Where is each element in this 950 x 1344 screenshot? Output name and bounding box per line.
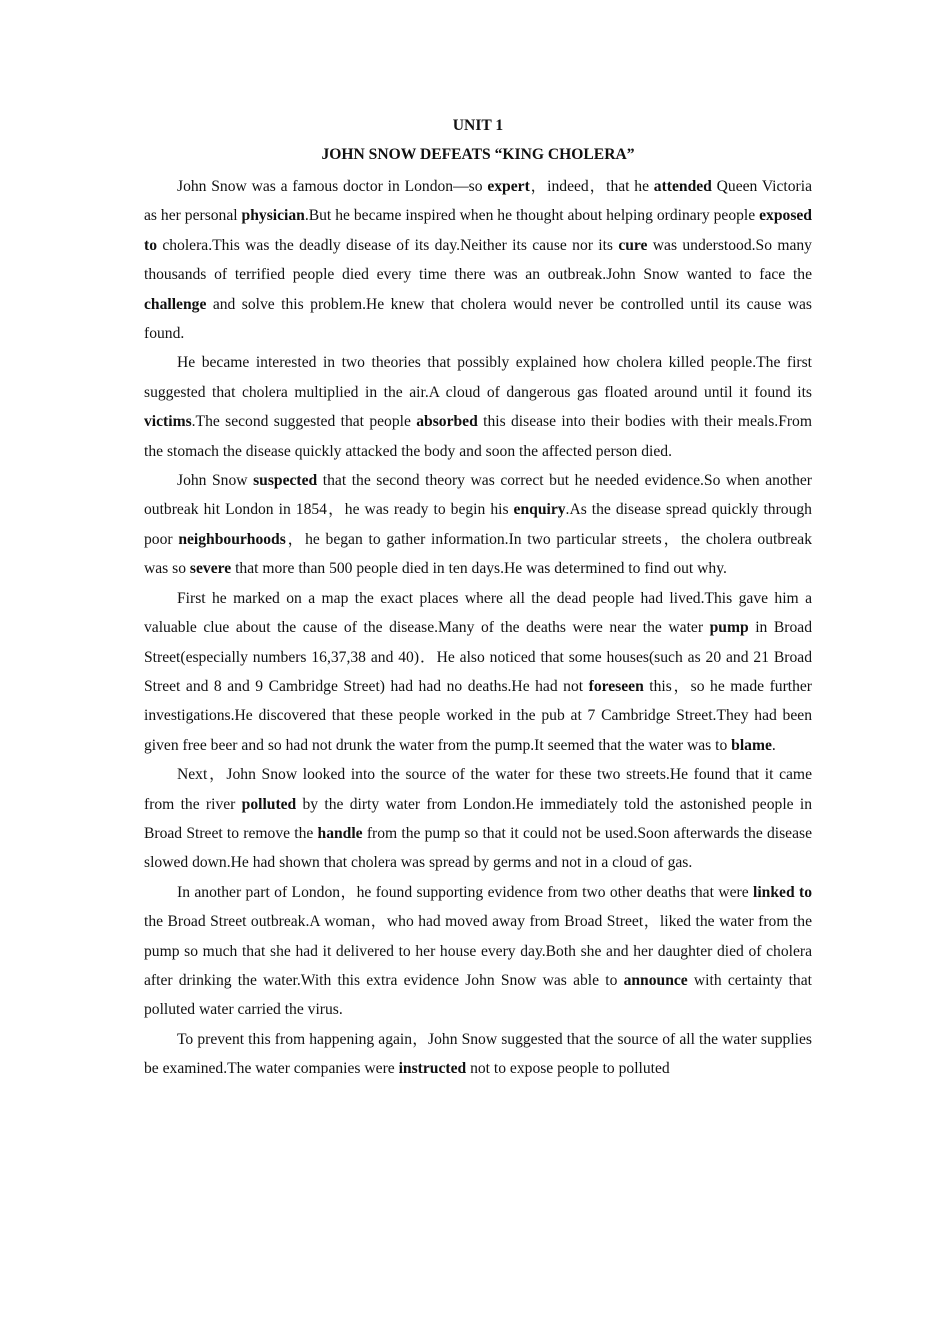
paragraph bbox=[144, 348, 812, 466]
vocabulary-term: exposed to bbox=[144, 207, 812, 254]
vocabulary-term: cure bbox=[618, 236, 648, 254]
paragraph bbox=[144, 584, 812, 760]
text-run: was understood.So many thousands of terrified people died every time there was an outbreak.John Snow wanted to face the bbox=[144, 236, 812, 284]
document-page bbox=[144, 112, 812, 1084]
text-run: this disease into their bodies with their meals.From the stomach the disease quickly attacked the body and soon the affected person died. bbox=[144, 413, 812, 460]
unit-heading: UNIT 1 bbox=[452, 117, 504, 134]
vocabulary-term: severe bbox=[189, 560, 232, 578]
vocabulary-term: handle bbox=[317, 824, 363, 842]
vocabulary-term: announce bbox=[623, 971, 688, 989]
text-run: that more than 500 people died in ten days.He was determined to find out why. bbox=[231, 560, 727, 578]
paragraph bbox=[144, 1025, 812, 1084]
text-run: not to expose people to polluted bbox=[466, 1060, 670, 1078]
text-run: that the second theory was correct but he needed evidence.So when another outbreak hit London in 1854，he was ready to begin his bbox=[144, 472, 812, 519]
vocabulary-term: victims bbox=[144, 413, 192, 431]
text-run: In another part of London，he found supporting evidence from two other deaths that were bbox=[177, 883, 754, 901]
vocabulary-term: polluted bbox=[241, 795, 297, 813]
text-run: .As the disease spread quickly through poor bbox=[144, 501, 812, 548]
text-run: in Broad Street(especially numbers 16,37,38 and 40)．He also noticed that some houses(such as 20 and 21 Broad Street and 8 and 9 Cambridge Street) had had no deaths.He had not bbox=[144, 619, 812, 695]
text-run: First he marked on a map the exact places where all the dead people had lived.This gave him a valuable clue about the cause of the disease.Many of the deaths were near the water bbox=[144, 589, 812, 637]
paragraph bbox=[144, 466, 812, 584]
vocabulary-term: absorbed bbox=[416, 413, 478, 431]
text-run: ，indeed，that he bbox=[529, 178, 654, 195]
text-run: this，so he made further investigations.He discovered that these people worked in the pub at 7 Cambridge Street.They had been given free beer and so had not drunk the water from the pump.It seemed that the water was to bbox=[144, 677, 813, 754]
text-run: the Broad Street outbreak.A woman，who had moved away from Broad Street，liked the water from the pump so much that she had it delivered to her house every day.Both she and her daughter died of cholera after drinking the water.With this extra evidence John Snow was able to bbox=[144, 913, 812, 989]
text-run: John Snow bbox=[177, 472, 254, 490]
paragraph bbox=[144, 172, 812, 348]
text-run: Queen Victoria as her personal bbox=[144, 178, 812, 225]
text-run: from the pump so that it could not be used.Soon afterwards the disease slowed down.He had shown that cholera was spread by germs and not in a cloud of gas. bbox=[144, 824, 812, 872]
text-run: by the dirty water from London.He immediately told the astonished people in Broad Street to remove the bbox=[144, 795, 812, 842]
vocabulary-term: foreseen bbox=[588, 677, 644, 695]
article-title: JOHN SNOW DEFEATS “KING CHOLERA” bbox=[321, 146, 635, 163]
vocabulary-term: suspected bbox=[253, 472, 318, 490]
text-run: and solve this problem.He knew that cholera would never be controlled until its cause was found. bbox=[144, 295, 812, 343]
vocabulary-term: instructed bbox=[398, 1060, 467, 1078]
vocabulary-term: pump bbox=[709, 619, 749, 637]
vocabulary-term: attended bbox=[653, 178, 712, 195]
paragraph bbox=[144, 878, 812, 1025]
article-body bbox=[144, 172, 812, 1084]
text-run: John Snow was a famous doctor in London—so bbox=[177, 178, 488, 195]
text-run: Next，John Snow looked into the source of the water for these two streets.He found that it came from the river bbox=[144, 766, 812, 813]
vocabulary-term: neighbourhoods bbox=[178, 530, 286, 548]
text-run: .But he became inspired when he thought about helping ordinary people bbox=[304, 207, 760, 225]
vocabulary-term: linked to bbox=[753, 883, 812, 901]
vocabulary-term: enquiry bbox=[513, 501, 566, 519]
paragraph bbox=[144, 760, 812, 878]
vocabulary-term: challenge bbox=[144, 295, 207, 313]
text-run: ，he began to gather information.In two particular streets，the cholera outbreak was so bbox=[144, 530, 812, 578]
text-run: cholera.This was the deadly disease of its day.Neither its cause nor its bbox=[157, 236, 619, 254]
vocabulary-term: blame bbox=[731, 736, 772, 754]
vocabulary-term: physician bbox=[241, 207, 305, 225]
text-run: He became interested in two theories that possibly explained how cholera killed people.The first suggested that cholera multiplied in the air.A cloud of dangerous gas floated around until it found its bbox=[144, 354, 812, 401]
text-run: with certainty that polluted water carried the virus. bbox=[144, 971, 812, 1019]
text-run: .The second suggested that people bbox=[191, 413, 417, 431]
text-run: To prevent this from happening again，John Snow suggested that the source of all the water supplies be examined.The water companies were bbox=[144, 1030, 812, 1078]
text-run: . bbox=[771, 736, 776, 754]
vocabulary-term: expert bbox=[487, 178, 530, 195]
